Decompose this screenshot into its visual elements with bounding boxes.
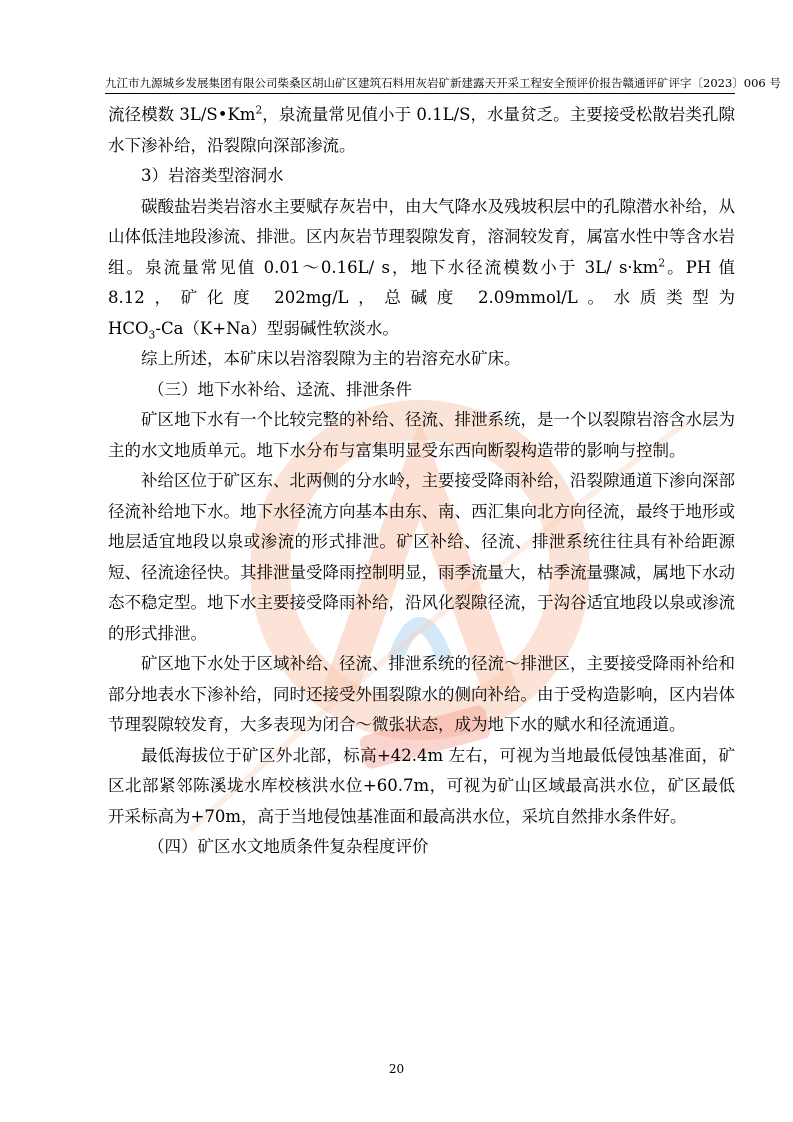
paragraph-recharge-area: 补给区位于矿区东、北两侧的分水岭，主要接受降雨补给，沿裂隙通道下渗向深部径流补给地下水。地下水径流方向基本由东、南、西汇集向北方向径流，最终于地形或地层适宜地段以泉或渗流的形式排泄。矿区补给、径流、排泄系统往往具有补给距源短、径流途径快。其排泄量受降雨控制明显，雨季流量大，枯季流量骤减，属地下水动态不稳定型。地下水主要接受降雨补给，沿风化裂隙径流，于沟谷适宜地段以泉或渗流的形式排泄。	[108, 471, 735, 643]
page-header	[105, 76, 781, 90]
header-divider	[105, 93, 735, 94]
document-body	[108, 100, 735, 863]
page-number: 20	[388, 1062, 405, 1076]
heading-section-3: （三）地下水补给、迳流、排泄条件	[148, 379, 412, 399]
paragraph-fissure-water-tail	[108, 100, 735, 161]
text-run: HCO	[108, 318, 149, 338]
paragraph-elevation: 最低海拔位于矿区外北部，标高+42.4m 左右，可视为当地最低侵蚀基准面，矿区北部紧邻陈溪垅水库校核洪水位+60.7m，可视为矿山区域最高洪水位，矿区最低开采标高为+70m，高于当地侵蚀基准面和最高洪水位，采坑自然排水条件好。	[108, 745, 735, 826]
text-run: -Ca（K+Na）型弱碱性软淡水。	[155, 318, 399, 338]
header-report-code: 赣通评矿评字〔2023〕006 号	[622, 76, 781, 90]
heading-karst-water: 3）岩溶类型溶洞水	[141, 166, 284, 185]
text-run: 碳酸盐岩类岩溶水主要赋存灰岩中，由大气降水及残坡积层中的孔隙潜水补给，从山体低洼地段渗流、排泄。区内灰岩节理裂隙发育，溶洞较发育，属富水性中等含水岩组。泉流量常见值 0.01～0.16L/ s，地下水径流模数小于 3L/ s·km	[108, 196, 735, 277]
heading-section-4: （四）矿区水文地质条件复杂程度评价	[148, 837, 429, 856]
header-title: 九江市九源城乡发展集团有限公司柴桑区胡山矿区建筑石料用灰岩矿新建露天开采工程安全预评价报告	[105, 76, 623, 90]
paragraph-karst-water	[108, 192, 735, 314]
paragraph-summary: 综上所述，本矿床以岩溶裂隙为主的岩溶充水矿床。	[141, 349, 521, 368]
superscript: 2	[658, 256, 666, 269]
subscript: 3	[148, 327, 156, 341]
text-run: 。PH 值 8.12，矿化度 202mg/L，总碱度 2.09mmol/L。水质类型为	[108, 257, 735, 307]
paragraph-runoff-discharge: 矿区地下水处于区域补给、径流、排泄系统的径流～排泄区，主要接受降雨补给和部分地表水下渗补给，同时还接受外围裂隙水的侧向补给。由于受构造影响，区内岩体节理裂隙较发育，大多表现为闭合～微张状态，成为地下水的赋水和径流通道。	[108, 654, 735, 734]
text-run: 流径模数 3L/S•Km	[108, 105, 256, 124]
superscript: 2	[255, 103, 263, 117]
paragraph-water-type	[108, 314, 735, 345]
text-run: ，泉流量常见值小于 0.1L/S，水量贫乏。主要接受松散岩类孔隙水下渗补给，沿裂隙向深部渗流。	[108, 105, 735, 155]
paragraph-groundwater-system: 矿区地下水有一个比较完整的补给、径流、排泄系统，是一个以裂隙岩溶含水层为主的水文地质单元。地下水分布与富集明显受东西向断裂构造带的影响与控制。	[108, 410, 735, 460]
